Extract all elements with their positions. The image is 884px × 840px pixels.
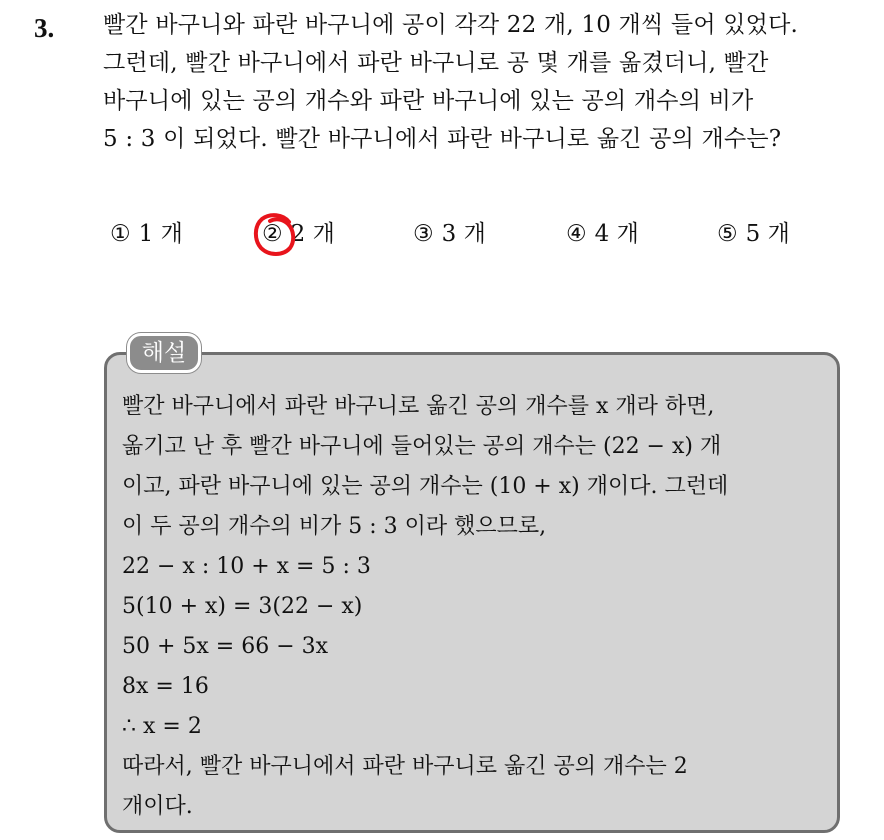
- equation-line: 50 + 5x = 66 − 3x: [122, 634, 329, 659]
- choice-label: 1 개: [138, 221, 183, 247]
- choice-label: 2 개: [290, 221, 335, 247]
- choice-number: ⑤: [717, 221, 738, 247]
- solution-line: 따라서, 빨간 바구니에서 파란 바구니로 옮긴 공의 개수는 2: [122, 754, 688, 779]
- choice-3[interactable]: [413, 216, 486, 252]
- solution-line: 개이다.: [122, 794, 193, 819]
- choice-2[interactable]: [262, 216, 335, 252]
- choice-5[interactable]: [717, 216, 790, 252]
- question-line: 5 : 3 이 되었다. 빨간 바구니에서 파란 바구니로 옮긴 공의 개수는?: [103, 126, 782, 152]
- choice-number: ④: [566, 221, 587, 247]
- choice-number: ①: [110, 221, 131, 247]
- question-line: 바구니에 있는 공의 개수와 파란 바구니에 있는 공의 개수의 비가: [103, 88, 754, 114]
- question-line: 그런데, 빨간 바구니에서 파란 바구니로 공 몇 개를 옮겼더니, 빨간: [103, 50, 769, 76]
- question-text: [103, 6, 863, 158]
- solution-line: 빨간 바구니에서 파란 바구니로 옮긴 공의 개수를 x 개라 하면,: [122, 394, 715, 419]
- choice-number: ②: [262, 221, 283, 247]
- question-line: 빨간 바구니와 파란 바구니에 공이 각각 22 개, 10 개씩 들어 있었다.: [103, 12, 799, 38]
- question-number: 3.: [34, 13, 55, 43]
- solution-body: [122, 387, 834, 827]
- choice-label: 5 개: [745, 221, 790, 247]
- solution-line: 이 두 공의 개수의 비가 5 : 3 이라 했으므로,: [122, 514, 547, 539]
- choice-label: 4 개: [594, 221, 639, 247]
- solution-tab-label: 해설: [127, 333, 201, 373]
- equation-line: 5(10 + x) = 3(22 − x): [122, 594, 363, 619]
- equation-line: ∴ x = 2: [122, 714, 202, 739]
- solution-line: 옮기고 난 후 빨간 바구니에 들어있는 공의 개수는 (22 − x) 개: [122, 434, 722, 459]
- choice-number: ③: [413, 221, 434, 247]
- equation-line: 8x = 16: [122, 674, 209, 699]
- choice-1[interactable]: [110, 216, 183, 252]
- choice-4[interactable]: [566, 216, 639, 252]
- solution-line: 이고, 파란 바구니에 있는 공의 개수는 (10 + x) 개이다. 그런데: [122, 474, 729, 499]
- choice-label: 3 개: [441, 221, 486, 247]
- equation-line: 22 − x : 10 + x = 5 : 3: [122, 554, 371, 579]
